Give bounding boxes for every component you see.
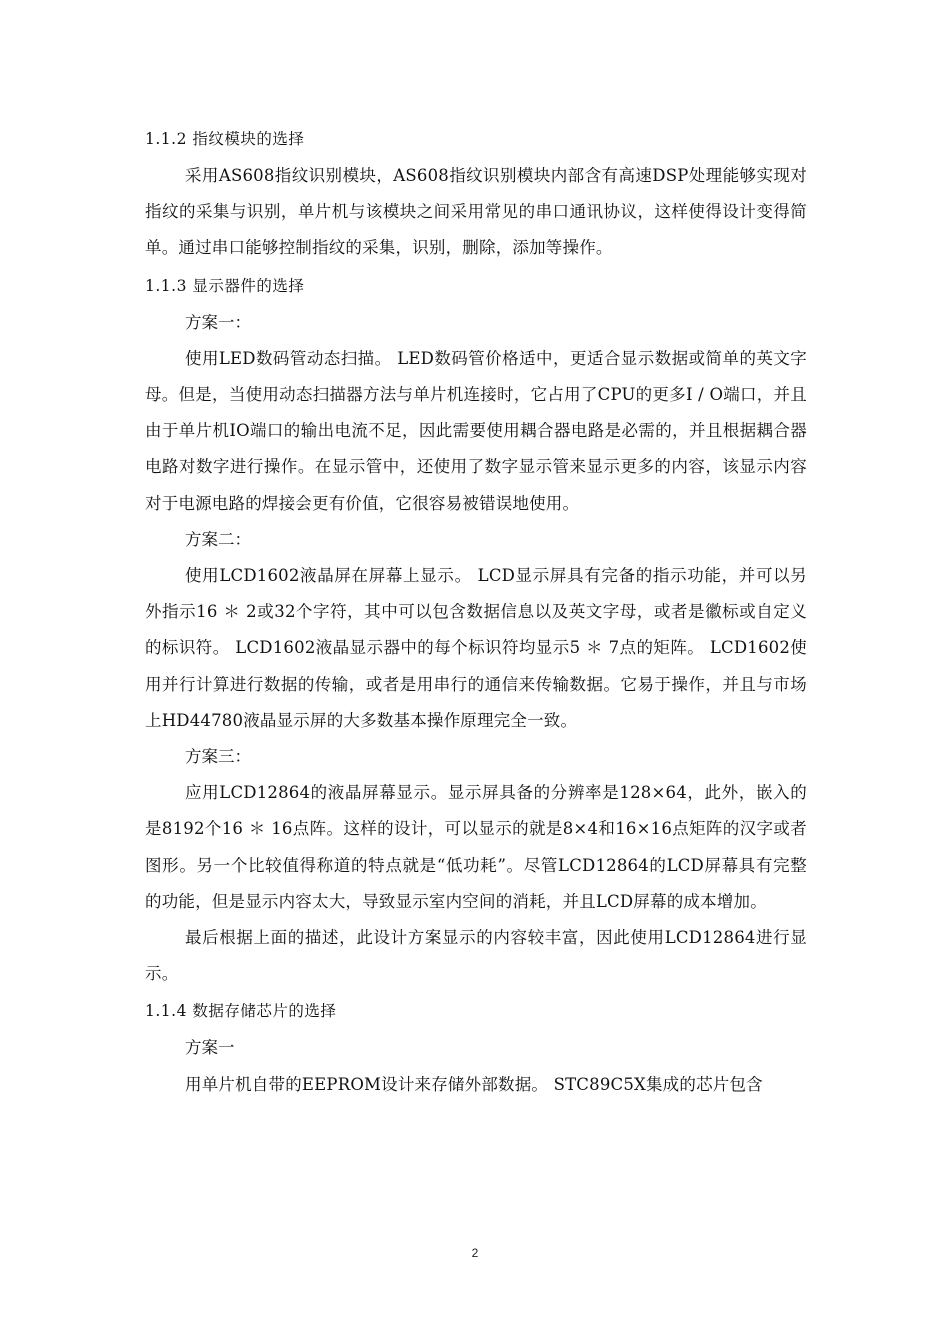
paragraph: 用单片机自带的EEPROM设计来存储外部数据。 STC89C5X集成的芯片包含 bbox=[185, 1074, 763, 1094]
document-body bbox=[145, 120, 807, 1103]
page-number: 2 bbox=[471, 1246, 479, 1260]
scheme-label: 方案二： bbox=[185, 529, 251, 549]
paragraph: 应用LCD12864的液晶屏幕显示。显示屏具备的分辨率是128×64，此外，嵌入的是8192个16 ＊ 16点阵。这样的设计，可以显示的就是8×4和16×16点矩阵的汉字或者图形。另一个比较值得称道的特点就是“低功耗”。尽管LCD12864的LCD屏幕具有完整的功能，但是显示内容太大，导致显示室内空间的消耗，并且LCD屏幕的成本增加。 bbox=[145, 783, 807, 911]
section-heading: 1.1.4 数据存储芯片的选择 bbox=[145, 1002, 337, 1021]
section-heading: 1.1.2 指纹模块的选择 bbox=[145, 130, 305, 148]
paragraph: 使用LCD1602液晶屏在屏幕上显示。 LCD显示屏具有完备的指示功能，并可以另外指示16 ＊ 2或32个字符，其中可以包含数据信息以及英文字母，或者是徽标或自定义的标识符。 LCD1602液晶显示器中的每个标识符均显示5 ＊ 7点的矩阵。 LCD1602使用并行计算进行数据的传输，或者是用串行的通信来传输数据。它易于操作，并且与市场上HD44780液晶显示屏的大多数基本操作原理完全一致。 bbox=[145, 566, 807, 730]
scheme-label: 方案一： bbox=[185, 312, 251, 332]
paragraph: 采用AS608指纹识别模块，AS608指纹识别模块内部含有高速DSP处理能够实现对指纹的采集与识别，单片机与该模块之间采用常见的串口通讯协议，这样使得设计变得简单。通过串口能够控制指纹的采集，识别，删除，添加等操作。 bbox=[145, 166, 807, 258]
paragraph: 使用LED数码管动态扫描。 LED数码管价格适中，更适合显示数据或简单的英文字母。但是，当使用动态扫描器方法与单片机连接时，它占用了CPU的更多I / O端口，并且由于单片机IO端口的输出电流不足，因此需要使用耦合器电路是必需的，并且根据耦合器电路对数字进行操作。在显示管中，还使用了数字显示管来显示更多的内容，该显示内容对于电源电路的焊接会更有价值，它很容易被错误地使用。 bbox=[145, 348, 807, 513]
paragraph: 最后根据上面的描述，此设计方案显示的内容较丰富，因此使用LCD12864进行显示。 bbox=[145, 928, 807, 984]
scheme-label: 方案三： bbox=[185, 747, 251, 767]
section-heading: 1.1.3 显示器件的选择 bbox=[145, 276, 305, 295]
scheme-label: 方案一 bbox=[185, 1038, 235, 1058]
